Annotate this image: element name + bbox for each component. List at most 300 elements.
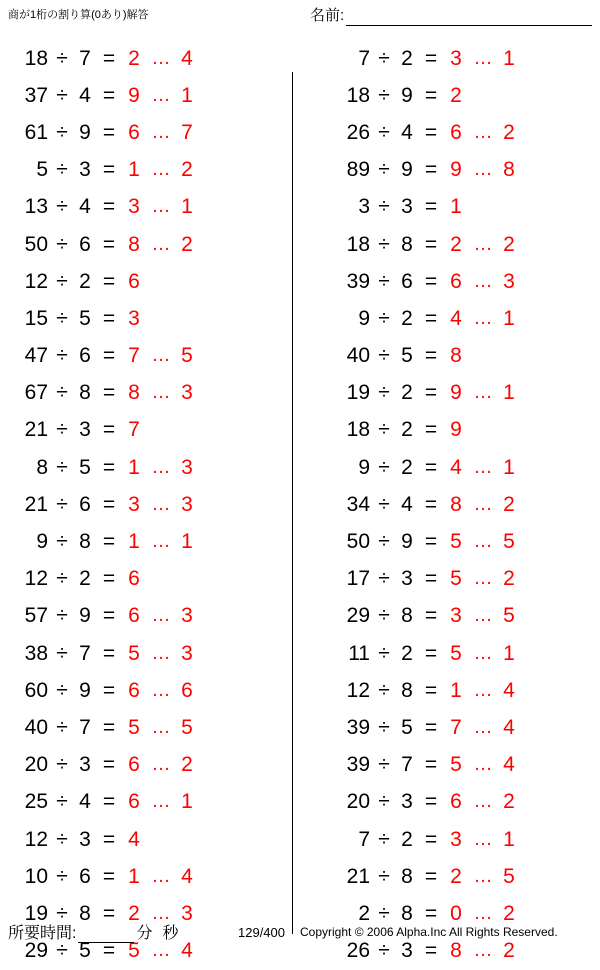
- dividend: 26: [346, 120, 370, 144]
- remainder-answer[interactable]: 6: [181, 678, 193, 702]
- remainder-dots-icon: …: [151, 456, 171, 478]
- remainder-answer[interactable]: 2: [181, 232, 193, 256]
- dividend: 12: [24, 269, 48, 293]
- problem-row: [300, 412, 600, 449]
- quotient-answer[interactable]: 2: [450, 83, 462, 107]
- quotient-answer[interactable]: 4: [128, 827, 140, 851]
- remainder-dots-icon: …: [151, 605, 171, 627]
- quotient-answer[interactable]: 6: [128, 753, 140, 777]
- dividend: 40: [24, 715, 48, 739]
- divisor: 3: [79, 827, 91, 851]
- divide-icon: ÷: [378, 120, 390, 144]
- remainder-dots-icon: …: [151, 716, 171, 738]
- remainder-answer[interactable]: 5: [181, 344, 193, 368]
- divide-icon: ÷: [378, 492, 390, 516]
- remainder-answer[interactable]: 3: [181, 455, 193, 479]
- problem-row: [300, 338, 600, 375]
- dividend: 12: [24, 567, 48, 591]
- divisor: 5: [79, 939, 91, 963]
- quotient-answer[interactable]: 6: [450, 269, 462, 293]
- divide-icon: ÷: [56, 455, 68, 479]
- quotient-answer[interactable]: 5: [128, 715, 140, 739]
- quotient-answer[interactable]: 1: [450, 195, 462, 219]
- equals-icon: =: [102, 864, 116, 888]
- quotient-answer[interactable]: 1: [128, 864, 140, 888]
- problem-row: [300, 523, 600, 560]
- dividend: 21: [24, 492, 48, 516]
- quotient-answer[interactable]: 8: [128, 381, 140, 405]
- equals-icon: =: [424, 530, 438, 554]
- divisor: 2: [401, 306, 413, 330]
- remainder-answer[interactable]: 3: [181, 901, 193, 925]
- dividend: 38: [24, 641, 48, 665]
- quotient-answer[interactable]: 7: [128, 344, 140, 368]
- quotient-answer[interactable]: 2: [128, 46, 140, 70]
- equals-icon: =: [424, 46, 438, 70]
- remainder-dots-icon: …: [151, 531, 171, 553]
- remainder-answer[interactable]: 5: [181, 715, 193, 739]
- quotient-answer[interactable]: 3: [128, 306, 140, 330]
- divide-icon: ÷: [378, 753, 390, 777]
- problem-row: [300, 152, 600, 189]
- divide-icon: ÷: [378, 641, 390, 665]
- dividend: 29: [24, 939, 48, 963]
- quotient-answer[interactable]: 6: [128, 120, 140, 144]
- dividend: 18: [346, 232, 370, 256]
- equals-icon: =: [424, 269, 438, 293]
- dividend: 11: [348, 641, 370, 665]
- divide-icon: ÷: [56, 641, 68, 665]
- divisor: 2: [79, 567, 91, 591]
- quotient-answer[interactable]: 1: [128, 530, 140, 554]
- problem-row: [300, 784, 600, 821]
- quotient-answer[interactable]: 9: [128, 83, 140, 107]
- equals-icon: =: [102, 604, 116, 628]
- copyright-notice: Copyright © 2006 Alpha.Inc All Rights Reserved.: [300, 925, 558, 939]
- remainder-answer[interactable]: 2: [503, 790, 515, 814]
- dividend: 20: [24, 753, 48, 777]
- divisor: 3: [401, 790, 413, 814]
- divide-icon: ÷: [56, 901, 68, 925]
- problem-row: [0, 672, 300, 709]
- remainder-dots-icon: …: [473, 493, 493, 515]
- quotient-answer[interactable]: 5: [450, 567, 462, 591]
- remainder-answer[interactable]: 4: [181, 939, 193, 963]
- problem-row: [300, 300, 600, 337]
- divide-icon: ÷: [56, 46, 68, 70]
- divisor: 9: [401, 158, 413, 182]
- divisor: 8: [79, 381, 91, 405]
- divisor: 3: [401, 939, 413, 963]
- dividend: 39: [346, 715, 370, 739]
- quotient-answer[interactable]: 6: [450, 120, 462, 144]
- remainder-answer[interactable]: 2: [503, 567, 515, 591]
- dividend: 60: [24, 678, 48, 702]
- quotient-answer[interactable]: 5: [450, 641, 462, 665]
- quotient-answer[interactable]: 2: [450, 232, 462, 256]
- equals-icon: =: [102, 715, 116, 739]
- dividend: 12: [24, 827, 48, 851]
- divisor: 5: [401, 344, 413, 368]
- remainder-answer[interactable]: 3: [181, 381, 193, 405]
- remainder-dots-icon: …: [473, 605, 493, 627]
- quotient-answer[interactable]: 6: [128, 567, 140, 591]
- quotient-answer[interactable]: 4: [450, 306, 462, 330]
- remainder-dots-icon: …: [151, 47, 171, 69]
- remainder-dots-icon: …: [151, 493, 171, 515]
- quotient-answer[interactable]: 5: [128, 939, 140, 963]
- remainder-answer[interactable]: 1: [503, 381, 515, 405]
- equals-icon: =: [424, 344, 438, 368]
- quotient-answer[interactable]: 4: [450, 455, 462, 479]
- remainder-answer[interactable]: 2: [181, 158, 193, 182]
- problem-row: [0, 77, 300, 114]
- divide-icon: ÷: [378, 604, 390, 628]
- quotient-answer[interactable]: 5: [450, 753, 462, 777]
- quotient-answer[interactable]: 8: [128, 232, 140, 256]
- dividend: 13: [24, 195, 48, 219]
- divide-icon: ÷: [56, 827, 68, 851]
- remainder-dots-icon: …: [151, 121, 171, 143]
- divisor: 3: [401, 195, 413, 219]
- divide-icon: ÷: [378, 195, 390, 219]
- divisor: 6: [79, 864, 91, 888]
- equals-icon: =: [424, 641, 438, 665]
- remainder-answer[interactable]: 1: [181, 530, 193, 554]
- equals-icon: =: [102, 530, 116, 554]
- divisor: 2: [401, 827, 413, 851]
- page-header: [0, 0, 600, 34]
- problem-row: [300, 226, 600, 263]
- remainder-answer[interactable]: 4: [181, 46, 193, 70]
- divisor: 3: [79, 418, 91, 442]
- problem-row: [300, 672, 600, 709]
- quotient-answer[interactable]: 8: [450, 492, 462, 516]
- equals-icon: =: [424, 120, 438, 144]
- dividend: 89: [346, 158, 370, 182]
- divisor: 9: [79, 120, 91, 144]
- problem-row: [0, 189, 300, 226]
- remainder-answer[interactable]: 2: [181, 753, 193, 777]
- divisor: 5: [401, 715, 413, 739]
- quotient-answer[interactable]: 1: [128, 158, 140, 182]
- equals-icon: =: [102, 678, 116, 702]
- remainder-answer[interactable]: 2: [503, 492, 515, 516]
- remainder-answer[interactable]: 2: [503, 232, 515, 256]
- remainder-answer[interactable]: 4: [181, 864, 193, 888]
- divisor: 7: [79, 46, 91, 70]
- elapsed-time-label: 所要時間:: [8, 925, 77, 942]
- divisor: 2: [401, 455, 413, 479]
- quotient-answer[interactable]: 3: [128, 195, 140, 219]
- remainder-answer[interactable]: 1: [503, 306, 515, 330]
- divisor: 3: [79, 753, 91, 777]
- divisor: 4: [401, 120, 413, 144]
- quotient-answer[interactable]: 6: [128, 604, 140, 628]
- dividend: 37: [24, 83, 48, 107]
- remainder-answer[interactable]: 3: [181, 641, 193, 665]
- divide-icon: ÷: [378, 46, 390, 70]
- remainder-answer[interactable]: 4: [503, 715, 515, 739]
- page-footer: [0, 914, 600, 952]
- divide-icon: ÷: [378, 530, 390, 554]
- divisor: 6: [79, 344, 91, 368]
- divisor: 4: [401, 492, 413, 516]
- quotient-answer[interactable]: 1: [128, 455, 140, 479]
- divisor: 7: [79, 641, 91, 665]
- problem-row: [0, 375, 300, 412]
- equals-icon: =: [424, 827, 438, 851]
- divisor: 4: [79, 195, 91, 219]
- remainder-dots-icon: …: [151, 233, 171, 255]
- quotient-answer[interactable]: 2: [450, 864, 462, 888]
- problem-row: [0, 263, 300, 300]
- remainder-answer[interactable]: 2: [503, 939, 515, 963]
- remainder-answer[interactable]: 2: [503, 901, 515, 925]
- remainder-dots-icon: …: [151, 865, 171, 887]
- problem-row: [0, 784, 300, 821]
- problem-row: [300, 747, 600, 784]
- divide-icon: ÷: [56, 678, 68, 702]
- equals-icon: =: [424, 306, 438, 330]
- problem-row: [0, 152, 300, 189]
- equals-icon: =: [424, 83, 438, 107]
- dividend: 39: [346, 753, 370, 777]
- quotient-answer[interactable]: 1: [450, 678, 462, 702]
- divisor: 2: [401, 381, 413, 405]
- page-number: 129/400: [238, 925, 285, 940]
- remainder-answer[interactable]: 4: [503, 753, 515, 777]
- name-input-line[interactable]: [346, 6, 592, 26]
- divide-icon: ÷: [378, 83, 390, 107]
- remainder-dots-icon: …: [473, 233, 493, 255]
- remainder-dots-icon: …: [151, 196, 171, 218]
- remainder-answer[interactable]: 7: [181, 120, 193, 144]
- divisor: 7: [79, 715, 91, 739]
- quotient-answer[interactable]: 6: [128, 790, 140, 814]
- divisor: 8: [401, 678, 413, 702]
- dividend: 18: [346, 83, 370, 107]
- problem-row: [300, 486, 600, 523]
- dividend: 39: [346, 269, 370, 293]
- divide-icon: ÷: [56, 195, 68, 219]
- quotient-answer[interactable]: 0: [450, 901, 462, 925]
- remainder-dots-icon: …: [473, 121, 493, 143]
- quotient-answer[interactable]: 5: [450, 530, 462, 554]
- dividend: 12: [346, 678, 370, 702]
- divide-icon: ÷: [56, 567, 68, 591]
- remainder-dots-icon: …: [473, 456, 493, 478]
- minutes-input-line[interactable]: [78, 924, 134, 943]
- divide-icon: ÷: [56, 939, 68, 963]
- remainder-answer[interactable]: 5: [503, 604, 515, 628]
- equals-icon: =: [102, 83, 116, 107]
- quotient-answer[interactable]: 5: [128, 641, 140, 665]
- remainder-dots-icon: …: [473, 902, 493, 924]
- divide-icon: ÷: [56, 344, 68, 368]
- remainder-answer[interactable]: 3: [181, 492, 193, 516]
- page-title: 商が1桁の割り算(0あり)解答: [8, 9, 149, 21]
- dividend: 34: [346, 492, 370, 516]
- remainder-answer[interactable]: 1: [503, 455, 515, 479]
- divide-icon: ÷: [56, 232, 68, 256]
- remainder-answer[interactable]: 1: [181, 790, 193, 814]
- dividend: 17: [346, 567, 370, 591]
- divide-icon: ÷: [378, 678, 390, 702]
- divisor: 3: [79, 158, 91, 182]
- divide-icon: ÷: [56, 83, 68, 107]
- divisor: 4: [79, 83, 91, 107]
- dividend: 3: [358, 195, 370, 219]
- equals-icon: =: [424, 864, 438, 888]
- quotient-answer[interactable]: 3: [450, 604, 462, 628]
- problem-row: [300, 449, 600, 486]
- dividend: 10: [24, 864, 48, 888]
- name-label: 名前:: [310, 7, 345, 24]
- divisor: 8: [401, 604, 413, 628]
- column-divider: [292, 72, 293, 934]
- divisor: 2: [401, 46, 413, 70]
- remainder-answer[interactable]: 1: [181, 83, 193, 107]
- divide-icon: ÷: [56, 790, 68, 814]
- dividend: 61: [24, 120, 48, 144]
- remainder-dots-icon: …: [473, 159, 493, 181]
- problem-row: [0, 449, 300, 486]
- remainder-dots-icon: …: [151, 84, 171, 106]
- problem-row: [300, 114, 600, 151]
- divide-icon: ÷: [378, 901, 390, 925]
- name-field-area: [310, 4, 592, 26]
- divide-icon: ÷: [378, 715, 390, 739]
- divide-icon: ÷: [56, 715, 68, 739]
- equals-icon: =: [424, 715, 438, 739]
- dividend: 5: [36, 158, 48, 182]
- remainder-dots-icon: …: [473, 754, 493, 776]
- divide-icon: ÷: [378, 232, 390, 256]
- dividend: 47: [24, 344, 48, 368]
- dividend: 18: [24, 46, 48, 70]
- equals-icon: =: [424, 604, 438, 628]
- problem-row: [0, 635, 300, 672]
- divisor: 8: [79, 530, 91, 554]
- quotient-answer[interactable]: 9: [450, 381, 462, 405]
- remainder-dots-icon: …: [473, 47, 493, 69]
- remainder-dots-icon: …: [473, 679, 493, 701]
- remainder-answer[interactable]: 3: [503, 269, 515, 293]
- equals-icon: =: [102, 46, 116, 70]
- remainder-answer[interactable]: 3: [181, 604, 193, 628]
- divisor: 6: [401, 269, 413, 293]
- divisor: 9: [401, 83, 413, 107]
- equals-icon: =: [102, 269, 116, 293]
- equals-icon: =: [102, 120, 116, 144]
- remainder-answer[interactable]: 1: [181, 195, 193, 219]
- equals-icon: =: [102, 381, 116, 405]
- remainder-dots-icon: …: [151, 159, 171, 181]
- equals-icon: =: [424, 195, 438, 219]
- remainder-dots-icon: …: [151, 791, 171, 813]
- divide-icon: ÷: [378, 939, 390, 963]
- quotient-answer[interactable]: 2: [128, 901, 140, 925]
- remainder-dots-icon: …: [473, 568, 493, 590]
- quotient-answer[interactable]: 6: [128, 269, 140, 293]
- remainder-answer[interactable]: 1: [503, 827, 515, 851]
- remainder-dots-icon: …: [473, 865, 493, 887]
- divide-icon: ÷: [378, 455, 390, 479]
- remainder-answer[interactable]: 2: [503, 120, 515, 144]
- quotient-answer[interactable]: 6: [128, 678, 140, 702]
- problem-row: [300, 189, 600, 226]
- equals-icon: =: [102, 901, 116, 925]
- remainder-dots-icon: …: [473, 531, 493, 553]
- dividend: 20: [346, 790, 370, 814]
- seconds-unit-label: 秒: [162, 925, 179, 942]
- remainder-dots-icon: …: [151, 902, 171, 924]
- quotient-answer[interactable]: 3: [128, 492, 140, 516]
- remainder-answer[interactable]: 1: [503, 46, 515, 70]
- quotient-answer[interactable]: 9: [450, 158, 462, 182]
- equals-icon: =: [424, 418, 438, 442]
- remainder-dots-icon: …: [151, 940, 171, 962]
- divide-icon: ÷: [56, 158, 68, 182]
- problem-row: [0, 858, 300, 895]
- quotient-answer[interactable]: 8: [450, 939, 462, 963]
- remainder-answer[interactable]: 5: [503, 864, 515, 888]
- remainder-dots-icon: …: [151, 642, 171, 664]
- problem-row: [0, 486, 300, 523]
- remainder-dots-icon: …: [151, 382, 171, 404]
- equals-icon: =: [424, 158, 438, 182]
- quotient-answer[interactable]: 8: [450, 344, 462, 368]
- divide-icon: ÷: [378, 344, 390, 368]
- problem-row: [300, 40, 600, 77]
- remainder-dots-icon: …: [151, 754, 171, 776]
- remainder-answer[interactable]: 1: [503, 641, 515, 665]
- quotient-answer[interactable]: 7: [128, 418, 140, 442]
- minutes-unit-label: 分: [136, 925, 153, 942]
- remainder-answer[interactable]: 4: [503, 678, 515, 702]
- divide-icon: ÷: [56, 492, 68, 516]
- dividend: 9: [358, 306, 370, 330]
- dividend: 57: [24, 604, 48, 628]
- problem-row: [0, 300, 300, 337]
- problem-row: [300, 77, 600, 114]
- quotient-answer[interactable]: 3: [450, 46, 462, 70]
- quotient-answer[interactable]: 6: [450, 790, 462, 814]
- remainder-answer[interactable]: 5: [503, 530, 515, 554]
- equals-icon: =: [424, 567, 438, 591]
- equals-icon: =: [102, 232, 116, 256]
- problem-row: [300, 561, 600, 598]
- equals-icon: =: [102, 753, 116, 777]
- divisor: 6: [79, 232, 91, 256]
- quotient-answer[interactable]: 9: [450, 418, 462, 442]
- divisor: 2: [401, 641, 413, 665]
- divisor: 8: [79, 901, 91, 925]
- problem-row: [0, 412, 300, 449]
- dividend: 21: [346, 864, 370, 888]
- equals-icon: =: [424, 753, 438, 777]
- problem-row: [0, 523, 300, 560]
- dividend: 18: [346, 418, 370, 442]
- quotient-answer[interactable]: 7: [450, 715, 462, 739]
- equals-icon: =: [102, 344, 116, 368]
- dividend: 67: [24, 381, 48, 405]
- problem-row: [0, 114, 300, 151]
- quotient-answer[interactable]: 3: [450, 827, 462, 851]
- problem-row: [0, 598, 300, 635]
- remainder-answer[interactable]: 8: [503, 158, 515, 182]
